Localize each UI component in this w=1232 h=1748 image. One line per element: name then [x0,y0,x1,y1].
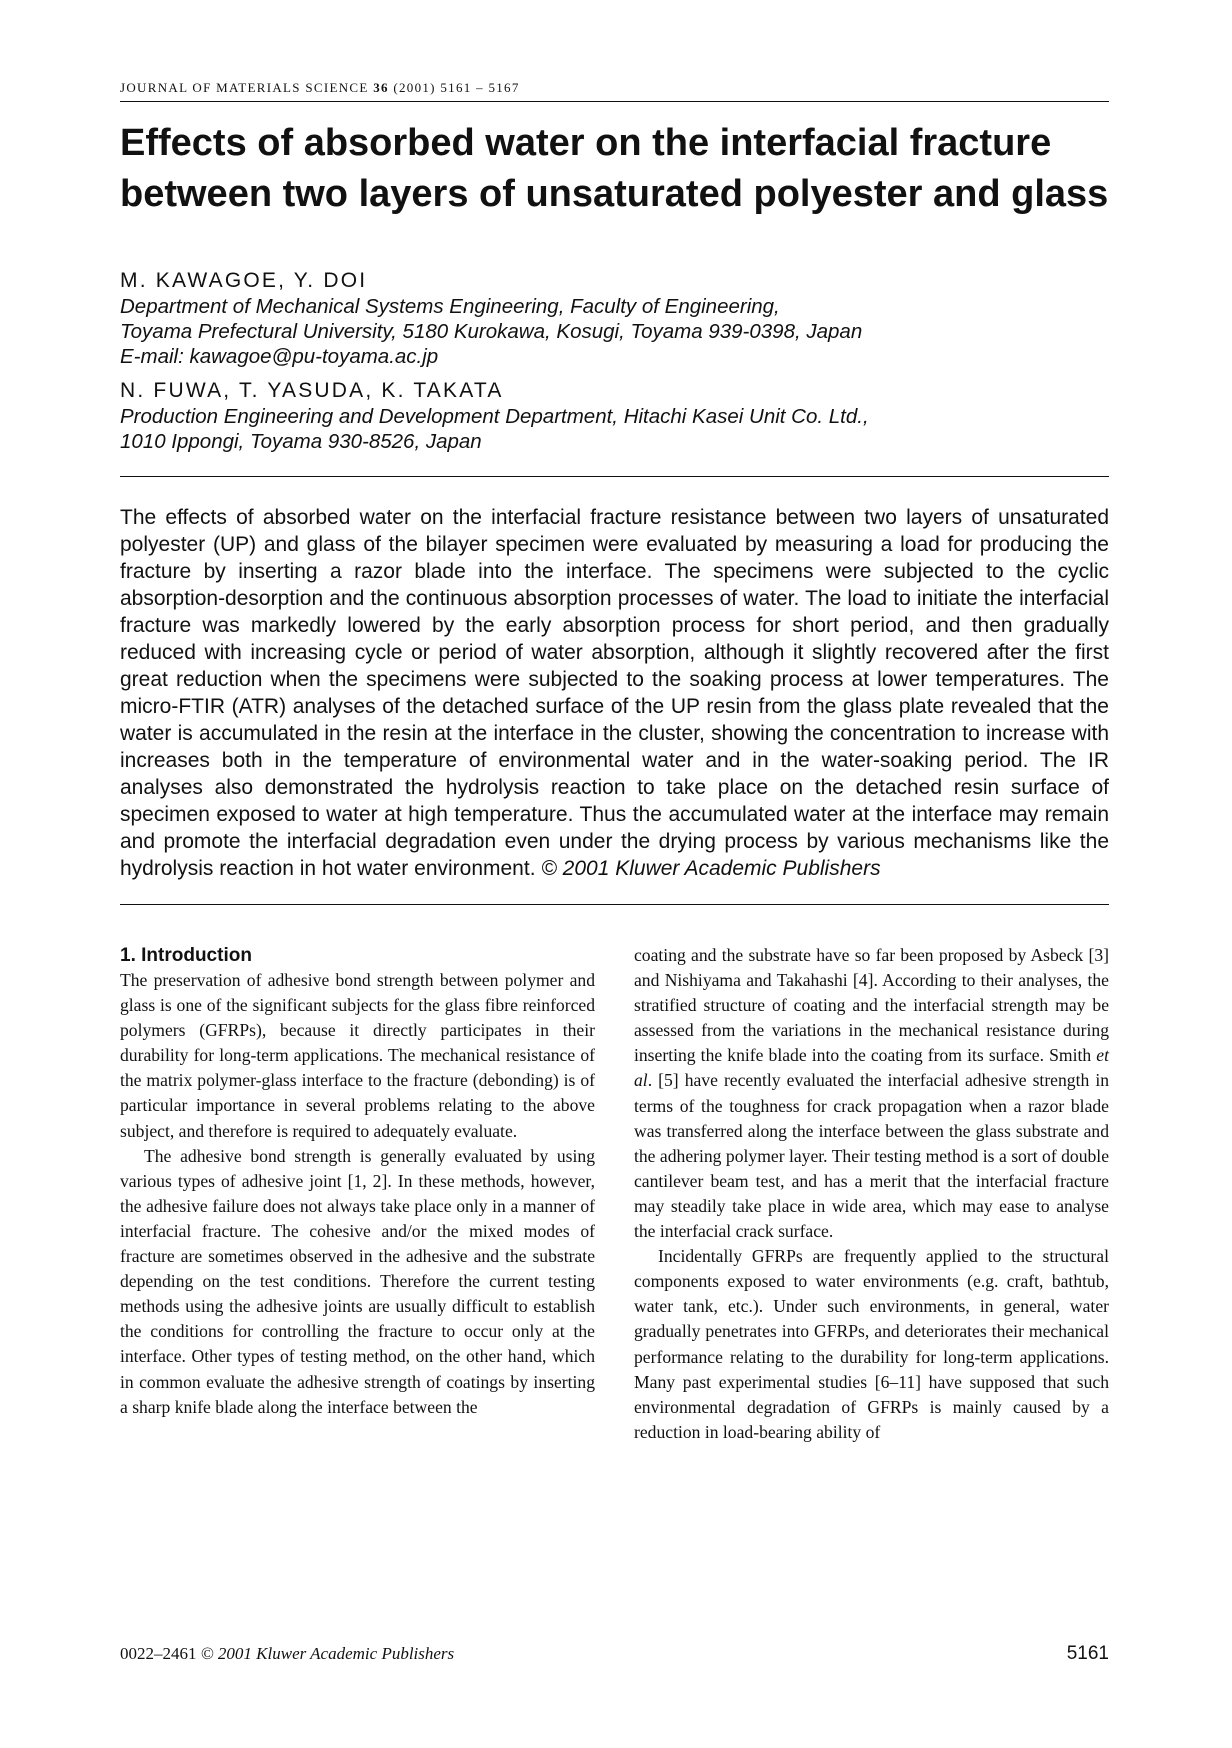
author-block [120,267,1109,454]
article-title: Effects of absorbed water on the interfacial fracture between two layers of unsaturated polyester and glass [120,122,1109,215]
paragraph [634,943,1109,1244]
paragraph: Incidentally GFRPs are frequently applied to the structural components exposed to water environments (e.g. craft, bathtub, water tank, etc.). Under such environments, in general, water gradually penetrates into GFRPs, and deteriorates their mechanical performance relating to the durability for long-term applications. Many past experimental studies [6–11] have supposed that such environmental degradation of GFRPs is mainly caused by a reduction in load-bearing ability of [634,1246,1109,1442]
journal-name: JOURNAL OF MATERIALS SCIENCE [120,80,374,95]
left-column [120,943,595,1445]
author-email[interactable]: E-mail: kawagoe@pu-toyama.ac.jp [120,345,439,368]
abstract-text: The effects of absorbed water on the interfacial fracture resistance between two layers of unsaturated polyester (UP) and glass of the bilayer specimen were evaluated by measuring a load for producing the fracture by inserting a razor blade into the interface. The specimens were subjected to the cyclic absorption-desorption and the continuous absorption processes of water. The load to initiate the interfacial fracture was markedly lowered by the early absorption process for short period, and then gradually reduced with increasing cycle or period of water absorption, although it slightly recovered after the first great reduction when the specimens were subjected to the soaking process at lower temperatures. The micro-FTIR (ATR) analyses of the detached surface of the UP resin from the glass plate revealed that the water is accumulated in the resin at the interface in the cluster, showing the concentration to increase with increases both in the temperature of environmental water and in the water-soaking period. The IR analyses also demonstrated the hydrolysis reaction to take place on the detached resin surface of specimen exposed to water at high temperature. Thus the accumulated water at the interface may remain and promote the interfacial degradation even under the drying process by various mechanisms like the hydrolysis reaction in hot water environment. [120,506,1109,880]
issn: 0022–2461 [120,1644,201,1663]
affiliation-line: Production Engineering and Development Department, Hitachi Kasei Unit Co. Ltd., [120,405,869,428]
affiliation-line: Department of Mechanical Systems Engineering, Faculty of Engineering, [120,295,780,318]
author-names: M. KAWAGOE, Y. DOI [120,269,368,292]
footer-issn-copyright [120,1644,454,1664]
affiliation-line: Toyama Prefectural University, 5180 Kurokawa, Kosugi, Toyama 939-0398, Japan [120,320,863,343]
divider [120,476,1109,477]
paragraph-text: . [5] have recently evaluated the interfacial adhesive strength in terms of the toughness for crack propagation when a razor blade was transferred along the interface between the glass substrate and the adhering polymer layer. Their testing method is a sort of double cantilever beam test, and has a merit that the interfacial fracture may steadily take place in wide area, which may ease to analyse the interfacial crack surface. [634,1070,1109,1242]
paragraph-text: coating and the substrate have so far been proposed by Asbeck [3] and Nishiyama and Takahashi [4]. According to their analyses, the stratified structure of coating and the interfacial strength may be assessed from the variations in the mechanical resistance during inserting the knife blade into the coating from its surface. Smith [634,945,1109,1066]
journal-header [120,80,1109,102]
et-al: et al [634,1045,1109,1091]
journal-issue-pages: (2001) 5161 – 5167 [388,80,520,95]
abstract-copyright: © 2001 Kluwer Academic Publishers [541,857,881,880]
author-names: N. FUWA, T. YASUDA, K. TAKATA [120,379,504,402]
abstract [120,504,1109,882]
page-footer [120,1643,1109,1665]
journal-volume: 36 [373,80,389,95]
section-heading: 1. Introduction [120,945,252,966]
paragraph: The preservation of adhesive bond strength between polymer and glass is one of the significant subjects for the glass fibre reinforced polymers (GFRPs), because it directly participates in their durability for long-term applications. The mechanical resistance of the matrix polymer-glass interface to the fracture (debonding) is of particular importance in several problems relating to the above subject, and therefore is required to adequately evaluate. [120,970,595,1141]
article-page [120,80,1109,1445]
paragraph: The adhesive bond strength is generally evaluated by using various types of adhesive joint [1, 2]. In these methods, however, the adhesive failure does not always take place only in a manner of interfacial fracture. The cohesive and/or the mixed modes of fracture are sometimes observed in the adhesive and the substrate depending on the test conditions. Therefore the current testing methods using the adhesive joints are usually difficult to establish the conditions for controlling the fracture to occur only at the interface. Other types of testing method, on the other hand, which in common evaluate the adhesive strength of coatings by inserting a sharp knife blade along the interface between the [120,1145,595,1417]
body-columns [120,943,1109,1445]
author-group-1 [120,267,1109,369]
divider [120,904,1109,905]
page-number: 5161 [1066,1643,1109,1664]
right-column [634,943,1109,1445]
affiliation-line: 1010 Ippongi, Toyama 930-8526, Japan [120,430,482,453]
author-group-2 [120,377,1109,454]
footer-copyright: © 2001 Kluwer Academic Publishers [200,1644,455,1663]
